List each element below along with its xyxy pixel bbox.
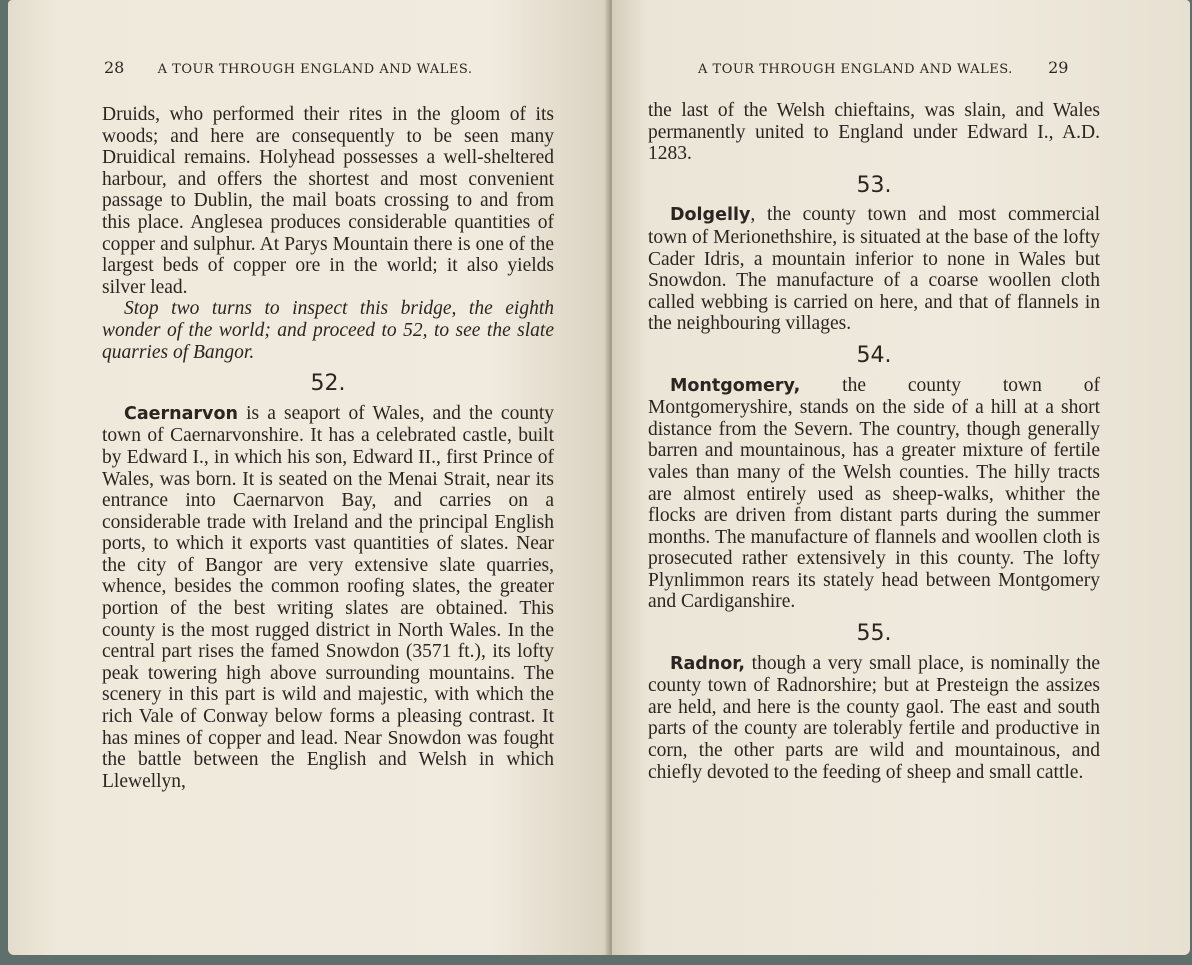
entry-text: the county town of Montgomeryshire, stands on the side of a hill at a short distance from the Severn. The country, though generally barren and mountainous, has a greater mixture of fertile vales than many of the Welsh counties. The hilly tracts are almost entirely used as sheep-walks, whither the flocks are driven from distant parts during the summer months. The manufacture of flannels and woollen cloth is prosecuted rather extensively in this county. The lofty Plynlimmon rears its stately head between Montgomery and Cardiganshire. [648,374,1100,613]
continued-paragraph: the last of the Welsh chieftains, was slain, and Wales permanently united to England under Edward I., A.D. 1283. [648,100,1100,165]
entry-paragraph [648,375,1100,614]
running-head: A TOUR THROUGH ENGLAND AND WALES. [698,62,1013,77]
page-number: 28 [104,58,125,77]
entry-text: , the county town and most commercial town of Merionethshire, is situated at the base of the lofty Cader Idris, a mountain inferior to none in Wales but Snowdon. The manufacture of a coarse woollen cloth called webbing is carried on here, and that of flannels in the neighbouring villages. [648,204,1100,335]
left-page-body [102,104,554,792]
direction-note: Stop two turns to inspect this bridge, the eighth wonder of the world; and proceed to 52, to see the slate quarries of Bangor. [102,298,554,363]
section-number: 52. [310,371,346,397]
page-number: 29 [1048,58,1069,77]
entry-name: Dolgelly [670,205,751,226]
left-page-header [104,58,472,77]
entry-paragraph [648,653,1100,784]
entry-text: though a very small place, is nominally the county town of Radnorshire; but at Presteign the assizes are held, and here is the county gaol. The east and south parts of the county are tolerably fertile and productive in corn, the other parts are wild and mountainous, and chiefly devoted to the feeding of sheep and small cattle. [648,652,1100,783]
section-number: 55. [856,621,892,647]
entry-name: Caernarvon [124,403,238,424]
right-page [612,0,1190,955]
section-number: 53. [856,172,892,198]
entry-name: Radnor, [670,653,745,674]
entry-name: Montgomery, [670,375,801,396]
right-page-body [648,100,1100,783]
entry-text: is a seaport of Wales, and the county town of Caernarvonshire. It has a celebrated castle, built by Edward I., in which his son, Edward II., first Prince of Wales, was born. It is seated on the Menai Strait, near its entrance into Caernarvon Bay, and carries on a considerable trade with Ireland and the principal English ports, to which it exports vast quantities of slates. Near the city of Bangor are very extensive slate quarries, whence, besides the common roofing slates, the greater portion of the best writing slates are obtained. This county is the most rugged district in North Wales. In the central part rises the famed Snowdon (3571 ft.), its lofty peak towering high above surrounding mountains. The scenery in this part is wild and majestic, with which the rich Vale of Conway below forms a pleasing contrast. It has mines of copper and lead. Near Snowdon was fought the battle between the English and Welsh in which Llewellyn, [102,402,554,792]
section-number: 54. [856,342,892,368]
left-page [8,0,612,955]
running-head: A TOUR THROUGH ENGLAND AND WALES. [157,62,473,77]
entry-paragraph [648,204,1100,335]
continued-paragraph: Druids, who performed their rites in the gloom of its woods; and here are consequently to be seen many Druidical remains. Holyhead possesses a well-sheltered harbour, and offers the shortest and most convenient passage to Dublin, the mail boats crossing to and from this place. Anglesea produces considerable quantities of copper and sulphur. At Parys Mountain there is one of the largest beds of copper ore in the world; it also yields silver lead. [102,104,554,298]
entry-paragraph [102,403,554,793]
right-page-header [698,58,1068,77]
